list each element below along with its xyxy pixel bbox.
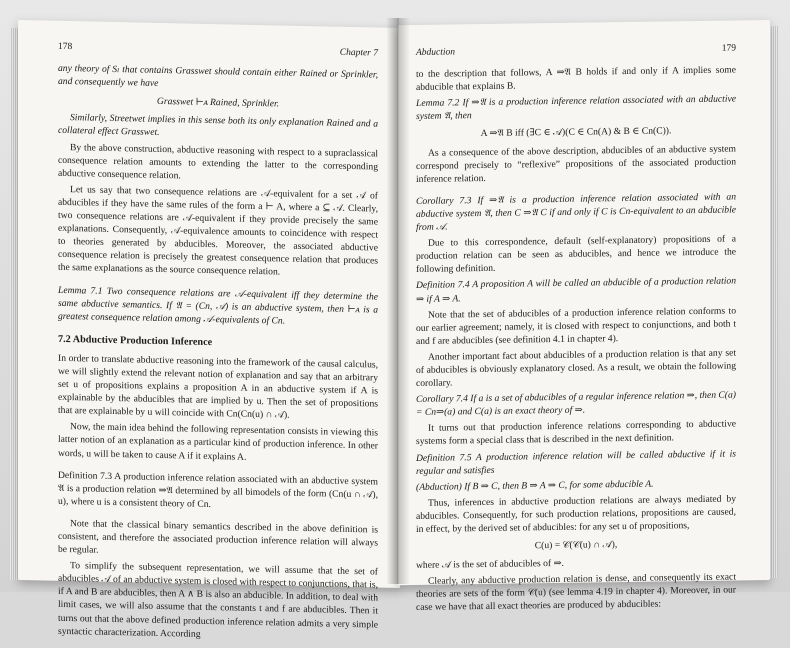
display-formula: Grasswet ⊢ᴀ Rained, Sprinkler.	[156, 96, 280, 110]
paragraph: In order to translate abductive reasoning into the framework of the causal calculus, we will slightly extend the relevant notion of explanation and say that an arbitrary set u of propositions explains a proposition A in an abductive system if A is explainable by the abducibles that are implied by u. Then the set of propositions that are explainable by u will coincide with Cn(Cn(u) ∩ 𝒜).	[58, 352, 378, 421]
right-page	[398, 20, 770, 614]
paragraph: Due to this correspondence, default (self-explanatory) propositions of a production relation can be seen as abducibles, and hence we introduce the following definition.	[416, 233, 736, 276]
paragraph: where 𝒜 is the set of abducibles of ⇒.	[416, 558, 564, 572]
paragraph: Note that the set of abducibles of a production inference relation conforms to our earlier agreement; namely, it is closed with respect to conjunctions, and both t and f are abducibles (see definition 4.1 in chapter 4).	[416, 305, 736, 347]
paragraph: It turns out that production inference relations corresponding to abductive systems form a special class that is described in the next definition.	[416, 418, 736, 448]
lemma: Lemma 7.1 Two consequence relations are 𝒜-equivalent iff they determine the same abductive semantics. If 𝔄 = (Cn, 𝒜) is an abductive system, then ⊢ᴀ is a greatest consequence relation among 𝒜-equivalents of Cn.	[58, 284, 378, 327]
definition: Definition 7.3 A production inference relation associated with an abductive system 𝔄 is a production relation ⇒𝔄 determined by all bimodels of the form (Cn(u ∩ 𝒜), u), where u is a consistent theory of Cn.	[58, 469, 378, 510]
section-heading: 7.2 Abductive Production Inference	[58, 333, 213, 348]
left-running-head	[58, 41, 378, 61]
paragraph: Similarly, Streetwet implies in this sense both its only explanation Rained and a collateral effect Grasswet.	[58, 112, 378, 139]
corollary: Corollary 7.4 If a is a set of abducibles of a regular inference relation ⇒, then C(a) = Cn⇒(a) and C(a) is an exact theory of ⇒.	[416, 389, 736, 419]
definition: Definition 7.4 A proposition A will be called an abducible of a production relation ⇒ if A ⇒ A.	[416, 275, 736, 305]
paragraph: By the above construction, abductive reasoning with respect to a supraclassical consequence relation amounts to extending the latter to the corresponding abductive consequence relation.	[58, 141, 378, 182]
definition: Definition 7.5 A production inference relation will be called abductive if it is regular and satisfies	[416, 448, 736, 477]
paragraph: As a consequence of the above description, abducibles of an abductive system correspond precisely to “reflexive” propositions of the associated production inference relation.	[416, 143, 736, 185]
left-chapter-label: Chapter 7	[339, 47, 378, 59]
paragraph: Thus, inferences in abductive production relations are always mediated by abducibles. Consequently, for such production relations, propositions are caused, in effect, by the derived set of abducibles: for any set u of propositions,	[416, 493, 736, 535]
paragraph: Clearly, any abductive production relation is dense, and consequently its exact theories are sets of the form 𝒞(u) (see lemma 4.19 in chapter 4). Moreover, in our case we have that all exact theories are produced by abducibles:	[416, 571, 736, 614]
abduction-rule: (Abduction) If B ⇒ C, then B ⇒ A ⇒ C, for some abducible A.	[416, 478, 654, 493]
left-page	[18, 20, 400, 640]
paragraph: to the description that follows, A ⇒𝔄 B holds if and only if A implies some abducible that explains B.	[416, 64, 736, 94]
paragraph: Another important fact about abducibles of a production relation is that any set of abducibles is obviously explanatory closed. As a result, we obtain the following corollary.	[416, 347, 736, 390]
paragraph: any theory of Sₗ that contains Grasswet should contain either Rained or Sprinkler, and consequently we have	[58, 62, 378, 90]
paragraph: Note that the classical binary semantics described in the above definition is consistent, and therefore the associated production inference relation will always be regular.	[58, 517, 378, 556]
paragraph: Now, the main idea behind the following representation consists in viewing this latter notion of an explanation as a particular kind of production inference. In other words, u will be taken to cause A if it explains A.	[58, 421, 378, 463]
corollary: Corollary 7.3 If ⇒𝔄 is a production inference relation associated with an abductive system 𝔄, then C ⇒𝔄 C if and only if C is Cn-equivalent to an abducible from 𝒜.	[416, 191, 736, 233]
right-running-head	[416, 42, 736, 60]
display-formula: C(u) = 𝒞(𝒞(u) ∩ 𝒜),	[534, 539, 618, 552]
display-formula: A ⇒𝔄 B iff (∃C ∈ 𝒜)(C ∈ Cn(A) & B ∈ Cn(C)).	[480, 125, 672, 140]
paragraph: To simplify the subsequent representation, we will assume that the set of abducibles 𝒜 of an abductive system is closed with respect to conjunctions, that is, if A and B are abducibles, then A ∧ B is also an abducible. In addition, to deal with limit cases, we will also assume that the constants t and f are abducibles. Then it turns out that the above defined production inference relation admits a very simple syntactic characterization. According	[58, 560, 378, 640]
right-chapter-label: Abduction	[416, 47, 456, 58]
paragraph: Let us say that two consequence relations are 𝒜-equivalent for a set 𝒜 of abducibles if they have the same rules of the form a ⊢ A, where a ⊆ 𝒜. Clearly, two consequence relations are 𝒜-equivalent if they provide precisely the same explanations. Consequently, 𝒜-equivalence amounts to coincidence with respect to theories generated by abducibles. Moreover, the associated abductive consequence relation is precisely the greatest consequence relation that produces the same explanations as the source consequence relation.	[58, 183, 378, 278]
right-page-number: 179	[721, 43, 736, 54]
left-page-number: 178	[58, 41, 73, 53]
lemma: Lemma 7.2 If ⇒𝔄 is a production inference relation associated with an abductive system 𝔄, then	[416, 93, 736, 123]
